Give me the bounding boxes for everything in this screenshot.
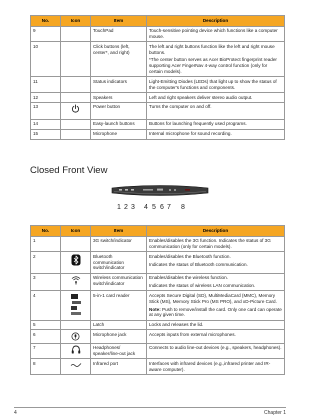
page-number: 4 xyxy=(14,410,17,416)
callout-4: 4 xyxy=(144,204,148,211)
row-no: 10 xyxy=(31,42,61,77)
card-reader-icons xyxy=(69,293,83,317)
table-row xyxy=(31,102,285,119)
header-no: No. xyxy=(31,16,61,27)
table-row xyxy=(31,119,285,129)
table-row xyxy=(31,273,285,291)
row-no: 3 xyxy=(31,273,61,291)
table-row xyxy=(31,42,285,77)
chapter-label: Chapter 1 xyxy=(264,410,286,416)
row-item: TouchPad xyxy=(91,26,147,42)
callout-3: 3 xyxy=(131,204,135,211)
row-item: Click buttons (left, center*, and right) xyxy=(91,42,147,77)
row-icon xyxy=(61,129,91,139)
callout-8: 8 xyxy=(181,204,185,211)
features-table-top xyxy=(30,15,285,140)
row-item: Status indicators xyxy=(91,77,147,93)
row-icon xyxy=(61,26,91,42)
row-icon xyxy=(61,330,91,343)
table-header-row xyxy=(31,226,285,237)
row-item: Infrared port xyxy=(91,359,147,375)
row-item: Speakers xyxy=(91,92,147,102)
laptop-front-view-image xyxy=(110,184,210,198)
header-description: Description xyxy=(147,16,285,27)
row-description: Accepts inputs from external microphones. xyxy=(147,330,285,343)
header-no: No. xyxy=(31,226,61,237)
row-description: Light-Emitting Diodes (LEDs) that light up to show the status of the computer's functions and components. xyxy=(147,77,285,93)
row-icon xyxy=(61,92,91,102)
row-description: Buttons for launching frequently used programs. xyxy=(147,119,285,129)
table-row xyxy=(31,330,285,343)
wireless-icon xyxy=(71,275,81,285)
row-no: 13 xyxy=(31,102,61,119)
callout-6: 6 xyxy=(160,204,164,211)
row-item: 3G switch/indicator xyxy=(91,236,147,252)
row-description: Touch-sensitive pointing device which functions like a computer mouse. xyxy=(147,26,285,42)
row-description: Locks and releases the lid. xyxy=(147,320,285,330)
table-row xyxy=(31,291,285,320)
row-description: Internal microphone for sound recording. xyxy=(147,129,285,139)
row-no: 1 xyxy=(31,236,61,252)
row-description: Enables/disables the Bluetooth function. Indicates the status of Bluetooth communication. xyxy=(147,252,285,273)
footer-rule xyxy=(14,407,286,408)
row-icon xyxy=(61,343,91,359)
table-row xyxy=(31,359,285,375)
row-icon xyxy=(61,236,91,252)
header-icon: Icon xyxy=(61,226,91,237)
row-item: Microphone xyxy=(91,129,147,139)
note-label: Note: xyxy=(149,306,161,312)
row-description: Interfaces with infrared devices (e.g.,infrared printer and IR-aware computer). xyxy=(147,359,285,375)
headphones-icon xyxy=(71,345,81,354)
table-header-row xyxy=(31,16,285,27)
row-no: 15 xyxy=(31,129,61,139)
row-icon xyxy=(61,359,91,375)
callout-7: 7 xyxy=(167,204,171,211)
row-item: Headphones/ speaker/line-out jack xyxy=(91,343,147,359)
row-description: Enables/disables the wireless function. Indicates the status of wireless LAN communication. xyxy=(147,273,285,291)
row-no: 8 xyxy=(31,359,61,375)
header-item: Item xyxy=(91,16,147,27)
row-no: 12 xyxy=(31,92,61,102)
header-description: Description xyxy=(147,226,285,237)
callout-2: 2 xyxy=(124,204,128,211)
row-item: Easy-launch buttons xyxy=(91,119,147,129)
microphone-icon xyxy=(71,332,80,341)
row-description: Left and right speakers deliver stereo audio output. xyxy=(147,92,285,102)
table-row xyxy=(31,320,285,330)
row-icon xyxy=(61,102,91,119)
row-description: Turns the computer on and off. xyxy=(147,102,285,119)
callout-5: 5 xyxy=(152,204,156,211)
section-title: Closed Front View xyxy=(30,165,108,176)
note-text: Push to remove/install the card. Only one card can operate at any given time. xyxy=(149,306,282,318)
row-icon xyxy=(61,42,91,77)
infrared-icon xyxy=(70,361,82,368)
row-no: 4 xyxy=(31,291,61,320)
row-item: Bluetooth communication switch/indicator xyxy=(91,252,147,273)
table-row xyxy=(31,92,285,102)
row-no: 5 xyxy=(31,320,61,330)
row-item: Latch xyxy=(91,320,147,330)
power-icon xyxy=(71,104,80,113)
table-row xyxy=(31,252,285,273)
bluetooth-icon xyxy=(71,254,81,266)
table-row xyxy=(31,343,285,359)
row-description: Enables/disables the 3G function. Indicates the status of 3G communication (only for certain models). xyxy=(147,236,285,252)
row-no: 7 xyxy=(31,343,61,359)
callout-numbers xyxy=(117,204,201,212)
header-icon: Icon xyxy=(61,16,91,27)
table-row xyxy=(31,26,285,42)
row-item: Wireless communication switch/indicator xyxy=(91,273,147,291)
table-row xyxy=(31,129,285,139)
row-item: Power button xyxy=(91,102,147,119)
row-item: Microphone jack xyxy=(91,330,147,343)
row-icon xyxy=(61,291,91,320)
row-icon xyxy=(61,77,91,93)
row-icon xyxy=(61,252,91,273)
row-no: 9 xyxy=(31,26,61,42)
row-description: Connects to audio line-out devices (e.g., speakers, headphones). xyxy=(147,343,285,359)
row-no: 2 xyxy=(31,252,61,273)
row-no: 14 xyxy=(31,119,61,129)
row-item: 5-in-1 card reader xyxy=(91,291,147,320)
row-icon xyxy=(61,273,91,291)
table-row xyxy=(31,236,285,252)
row-no: 11 xyxy=(31,77,61,93)
header-item: Item xyxy=(91,226,147,237)
row-description: The left and right buttons function like the left and right mouse buttons. *The center button serves as Acer BioProtect fingerprint reader supporting Acer FingerNav 4-way control function (only for certain models). xyxy=(147,42,285,77)
callout-1: 1 xyxy=(117,204,121,211)
front-view-table xyxy=(30,225,285,375)
table-row xyxy=(31,77,285,93)
row-icon xyxy=(61,119,91,129)
row-icon xyxy=(61,320,91,330)
row-no: 6 xyxy=(31,330,61,343)
row-description: Accepts Secure Digital (SD), MultiMediaCard (MMC), Memory Stick (MS), Memory Stick Pro (MS PRO), and xD-Picture Card. Note: Push to remove/install the card. Only one card can operate at any given time. xyxy=(147,291,285,320)
